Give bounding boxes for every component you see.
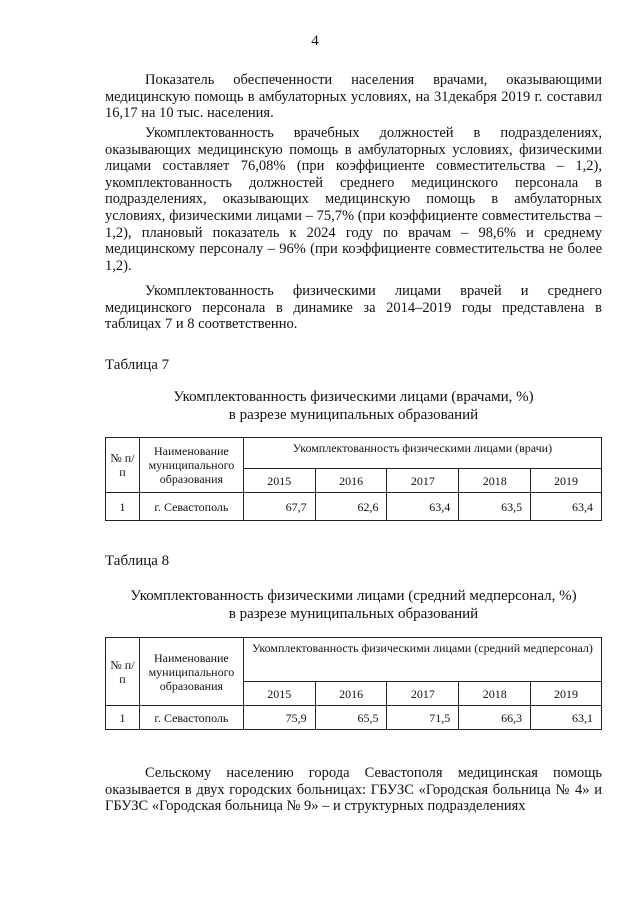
table8	[105, 637, 602, 730]
table8-header-group: Укомплектованность физическими лицами (средний медперсонал)	[243, 638, 601, 682]
table8-header-num: № п/п	[106, 638, 140, 706]
table7	[105, 437, 602, 521]
table8-year: 2019	[531, 682, 602, 706]
table7-year: 2018	[459, 469, 531, 493]
table7-value: 67,7	[243, 493, 315, 521]
table7-year: 2015	[243, 469, 315, 493]
table8-header-name: Наименование муниципального образования	[139, 638, 243, 706]
page-number: 4	[311, 33, 319, 49]
table8-year: 2017	[387, 682, 459, 706]
table8-title-line2: в разрезе муниципальных образований	[228, 605, 479, 622]
table7-title-line1: Укомплектованность физическими лицами (врачами, %)	[173, 389, 534, 405]
table7-value: 62,6	[315, 493, 387, 521]
table8-year: 2018	[459, 682, 531, 706]
table8-value: 71,5	[387, 706, 459, 730]
table7-row-num: 1	[106, 493, 140, 521]
paragraph-tables-intro: Укомплектованность физическими лицами врачей и среднего медицинского персонала в динамике за 2014–2019 годы представлена в таблицах 7 и 8 соответственно.	[105, 283, 602, 333]
table7-year: 2017	[387, 469, 459, 493]
table7-title	[105, 389, 602, 424]
paragraph-staffing-levels: Укомплектованность врачебных должностей в подразделениях, оказывающих медицинскую помощь в амбулаторных условиях, физическими лицами составляет 76,08% (при коэффициенте совместительства – 1,2), укомплектованность должностей среднего медицинского персонала в подразделениях, оказывающих медицинскую помощь в амбулаторных условиях, физическими лицами – 75,7% (при коэффициенте совместительства – 1,2), плановый показатель к 2024 году по врачам – 98,6% и среднему медицинскому персоналу – 96% (при коэффициенте совместительства не более 1,2).	[105, 125, 602, 274]
table-row	[106, 706, 602, 730]
table7-header-name: Наименование муниципального образования	[139, 438, 243, 493]
table8-value: 63,1	[531, 706, 602, 730]
table8-value: 75,9	[243, 706, 315, 730]
table8-title-line1: Укомплектованность физическими лицами (средний медперсонал, %)	[130, 588, 577, 604]
table7-header-group: Укомплектованность физическими лицами (врачи)	[243, 438, 601, 469]
table8-year: 2016	[315, 682, 387, 706]
table8-value: 66,3	[459, 706, 531, 730]
table7-year: 2016	[315, 469, 387, 493]
table8-value: 65,5	[315, 706, 387, 730]
table7-value: 63,4	[531, 493, 602, 521]
table7-header-num: № п/п	[106, 438, 140, 493]
table7-title-line2: в разрезе муниципальных образований	[228, 406, 479, 423]
table8-row-num: 1	[106, 706, 140, 730]
table7-value: 63,5	[459, 493, 531, 521]
table7-row-name: г. Севастополь	[139, 493, 243, 521]
table7-year: 2019	[531, 469, 602, 493]
table7-label: Таблица 7	[105, 357, 170, 373]
table7-value: 63,4	[387, 493, 459, 521]
table8-row-name: г. Севастополь	[139, 706, 243, 730]
table-row	[106, 493, 602, 521]
paragraph-physician-provision: Показатель обеспеченности населения врачами, оказывающими медицинскую помощь в амбулаторных условиях, на 31декабря 2019 г. составил 16,17 на 10 тыс. населения.	[105, 72, 602, 122]
table8-year: 2015	[243, 682, 315, 706]
table8-label: Таблица 8	[105, 553, 170, 569]
table8-title	[105, 588, 602, 623]
paragraph-rural-care: Сельскому населению города Севастополя медицинская помощь оказывается в двух городских больницах: ГБУЗС «Городская больница № 4» и ГБУЗС «Городская больница № 9» – и структурных подразделениях	[105, 765, 602, 815]
